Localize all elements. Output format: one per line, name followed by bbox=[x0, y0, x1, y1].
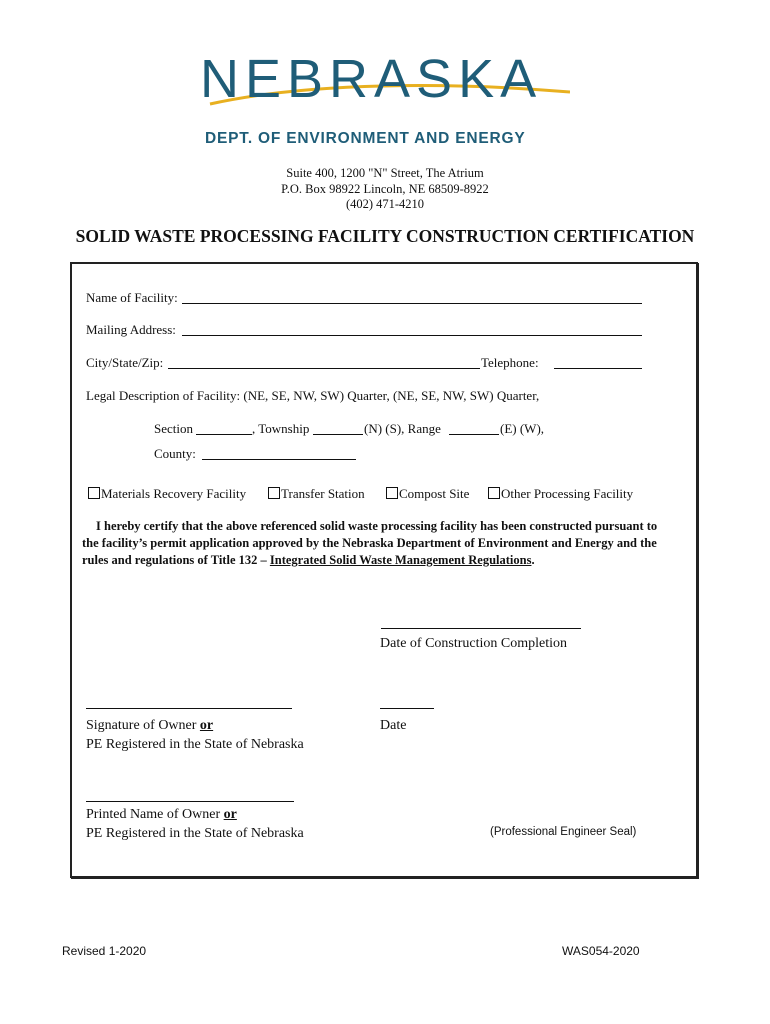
checkbox-label: Transfer Station bbox=[281, 486, 365, 501]
printed-name-label bbox=[86, 805, 304, 843]
period: . bbox=[531, 553, 535, 567]
form-number: WAS054-2020 bbox=[562, 944, 640, 958]
checkbox-label: Compost Site bbox=[399, 486, 470, 501]
pe-registered-text: PE Registered in the State of Nebraska bbox=[86, 737, 304, 752]
checkbox-box[interactable] bbox=[268, 487, 280, 499]
printed-name-label-text: Printed Name of Owner bbox=[86, 807, 224, 822]
range-field[interactable] bbox=[449, 434, 499, 435]
ew-label: (E) (W), bbox=[500, 421, 545, 436]
signature-label-text: Signature of Owner bbox=[86, 718, 200, 733]
checkbox-label: Materials Recovery Facility bbox=[101, 486, 247, 501]
telephone-label: Telephone: bbox=[481, 355, 539, 370]
checkbox-other-processing[interactable] bbox=[488, 486, 633, 502]
revised-date: Revised 1-2020 bbox=[62, 944, 147, 958]
checkbox-box[interactable] bbox=[488, 487, 500, 499]
facility-name-field[interactable] bbox=[182, 303, 642, 304]
county-label: County: bbox=[154, 446, 196, 461]
form-title: SOLID WASTE PROCESSING FACILITY CONSTRUCTION CERTIFICATION bbox=[75, 226, 695, 246]
logo-wordmark: NEBRASKA bbox=[200, 49, 543, 109]
telephone-field[interactable] bbox=[554, 368, 642, 369]
completion-date-field[interactable] bbox=[381, 628, 581, 629]
form-box bbox=[70, 262, 698, 878]
pe-registered-text: PE Registered in the State of Nebraska bbox=[86, 826, 304, 841]
city-state-zip-label: City/State/Zip: bbox=[86, 355, 164, 370]
signature-date-field[interactable] bbox=[380, 708, 434, 709]
agency-phone: (402) 471-4210 bbox=[345, 197, 425, 211]
pe-seal-label: (Professional Engineer Seal) bbox=[490, 826, 637, 838]
checkbox-materials-recovery[interactable] bbox=[88, 486, 246, 502]
county-field[interactable] bbox=[202, 459, 356, 460]
address-line-2: P.O. Box 98922 Lincoln, NE 68509-8922 bbox=[281, 181, 489, 196]
checkbox-compost-site[interactable] bbox=[386, 486, 469, 502]
completion-date-label: Date of Construction Completion bbox=[380, 636, 568, 651]
printed-name-field[interactable] bbox=[86, 801, 294, 802]
township-field[interactable] bbox=[313, 434, 363, 435]
address-line-1: Suite 400, 1200 "N" Street, The Atrium bbox=[286, 166, 484, 180]
checkbox-box[interactable] bbox=[386, 487, 398, 499]
facility-name-label: Name of Facility: bbox=[86, 290, 178, 305]
signature-label bbox=[86, 716, 304, 754]
agency-address bbox=[0, 166, 770, 213]
date-label: Date bbox=[380, 718, 407, 733]
township-label: , Township bbox=[252, 421, 310, 436]
certification-text: I hereby certify that the above referenced solid waste processing facility has been constructed pursuant to the facility’s permit application approved by the Nebraska Department of Environment and Energy and the rules and regulations of Title 132 – bbox=[82, 519, 658, 567]
section-field[interactable] bbox=[196, 434, 252, 435]
signature-field[interactable] bbox=[86, 708, 292, 709]
department-name: DEPT. OF ENVIRONMENT AND ENERGY bbox=[205, 130, 526, 147]
regulation-title: Integrated Solid Waste Management Regulations bbox=[269, 553, 532, 567]
checkbox-box[interactable] bbox=[88, 487, 100, 499]
legal-description-label: Legal Description of Facility: (NE, SE, NW, SW) Quarter, (NE, SE, NW, SW) Quarter, bbox=[86, 388, 540, 403]
certification-statement bbox=[82, 518, 672, 569]
mailing-address-field[interactable] bbox=[182, 335, 642, 336]
section-label: Section bbox=[154, 421, 193, 436]
mailing-address-label: Mailing Address: bbox=[86, 322, 176, 337]
checkbox-transfer-station[interactable] bbox=[268, 486, 365, 502]
city-state-zip-field[interactable] bbox=[168, 368, 480, 369]
ns-range-label: (N) (S), Range bbox=[364, 421, 441, 436]
checkbox-label: Other Processing Facility bbox=[501, 486, 634, 501]
or-text: or bbox=[199, 718, 214, 733]
or-text: or bbox=[223, 807, 237, 822]
